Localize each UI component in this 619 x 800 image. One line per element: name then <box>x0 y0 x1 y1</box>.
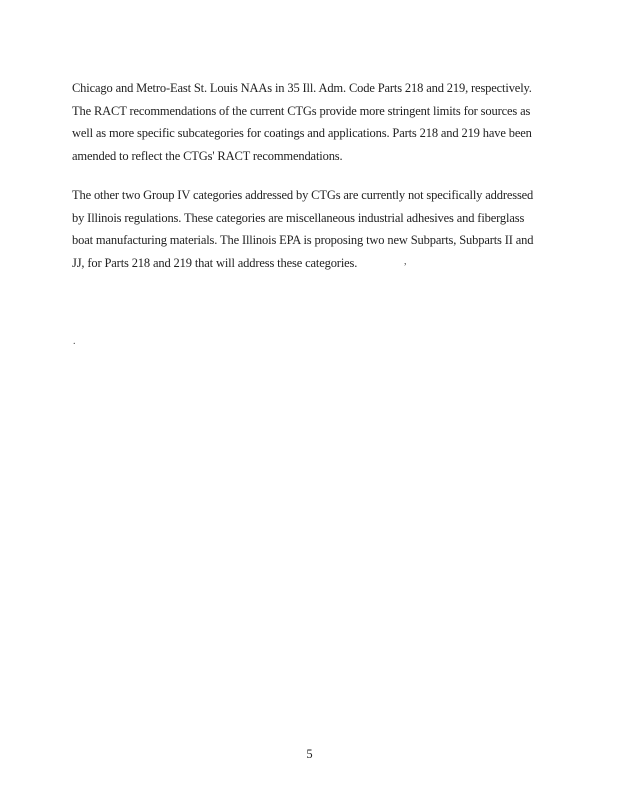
text-line: JJ, for Parts 218 and 219 that will address these categories. <box>72 255 358 270</box>
page-number: 5 <box>306 747 313 761</box>
text-line: by Illinois regulations. These categories are miscellaneous industrial adhesives and fiberglass <box>72 210 525 225</box>
text-line: amended to reflect the CTGs' RACT recommendations. <box>72 148 343 163</box>
stray-mark: , <box>404 256 407 267</box>
stray-mark: . <box>73 336 76 347</box>
text-line: Chicago and Metro-East St. Louis NAAs in 35 Ill. Adm. Code Parts 218 and 219, respectively. <box>72 81 532 95</box>
text-line: boat manufacturing materials. The Illinois EPA is proposing two new Subparts, Subparts II and <box>72 233 534 247</box>
text-line: The other two Group IV categories addressed by CTGs are currently not specifically addressed <box>72 188 534 202</box>
paragraph-naa-rules <box>72 77 548 167</box>
paragraph-group-iv-categories <box>72 184 548 274</box>
text-line: well as more specific subcategories for coatings and applications. Parts 218 and 219 have been <box>72 126 532 140</box>
text-line: The RACT recommendations of the current CTGs provide more stringent limits for sources as <box>72 103 531 118</box>
